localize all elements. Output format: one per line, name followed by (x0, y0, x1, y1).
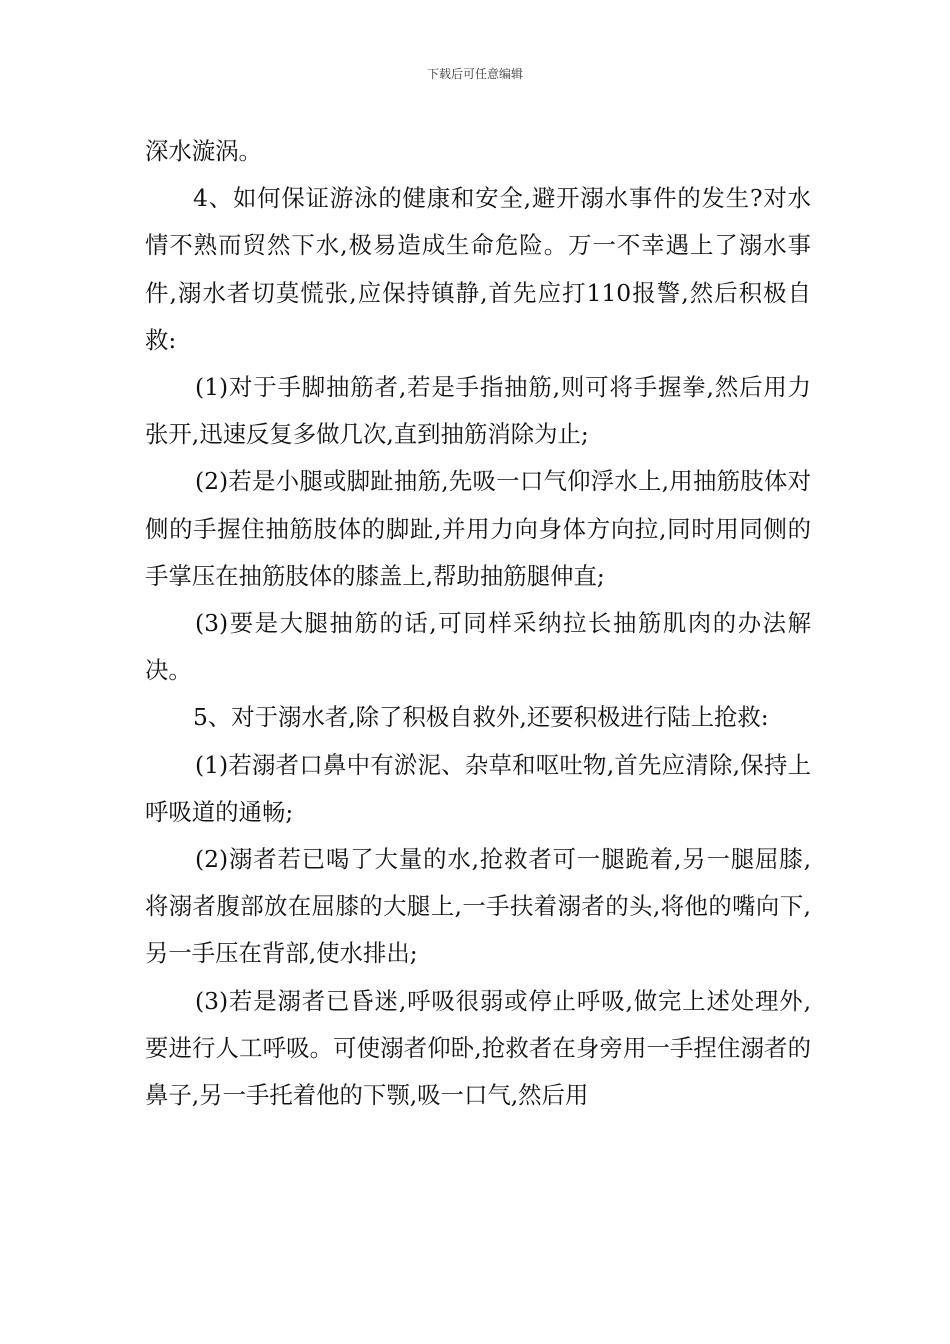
paragraph-rescue-item-2: (2)溺者若已喝了大量的水,抢救者可一腿跪着,另一腿屈膝,将溺者腹部放在屈膝的大腿上,一手扶着溺者的头,将他的嘴向下,另一手压在背部,使水排出; (145, 845, 811, 968)
paragraph-item-3-cramp-thigh: (3)要是大腿抽筋的话,可同样采纳拉长抽筋肌肉的办法解决。 (145, 609, 811, 685)
page-header: 下载后可任意编辑 (426, 67, 523, 81)
paragraph-section-4: 4、如何保证游泳的健康和安全,避开溺水事件的发生?对水情不熟而贸然下水,极易造成生命危险。万一不幸遇上了溺水事件,溺水者切莫慌张,应保持镇静,首先应打110报警,然后积极自救: (145, 184, 811, 354)
paragraph-rescue-item-3: (3)若是溺者已昏迷,呼吸很弱或停止呼吸,做完上述处理外,要进行人工呼吸。可使溺者仰卧,抢救者在身旁用一手捏住溺者的鼻子,另一手托着他的下颚,吸一口气,然后用 (145, 986, 811, 1110)
paragraph-item-1-cramp-hand: (1)对于手脚抽筋者,若是手指抽筋,则可将手握拳,然后用力张开,迅速反复多做几次,直到抽筋消除为止; (145, 373, 811, 449)
paragraph-continuation: 深水漩涡。 (145, 137, 262, 165)
paragraph-item-2-cramp-leg: (2)若是小腿或脚趾抽筋,先吸一口气仰浮水上,用抽筋肢体对侧的手握住抽筋肢体的脚趾,并用力向身体方向拉,同时用同侧的手掌压在抽筋肢体的膝盖上,帮助抽筋腿伸直; (145, 467, 811, 590)
paragraph-section-5: 5、对于溺水者,除了积极自救外,还要积极进行陆上抢救: (193, 703, 769, 732)
paragraph-rescue-item-1: (1)若溺者口鼻中有淤泥、杂草和呕吐物,首先应清除,保持上呼吸道的通畅; (145, 750, 811, 826)
document-body (145, 128, 811, 1119)
